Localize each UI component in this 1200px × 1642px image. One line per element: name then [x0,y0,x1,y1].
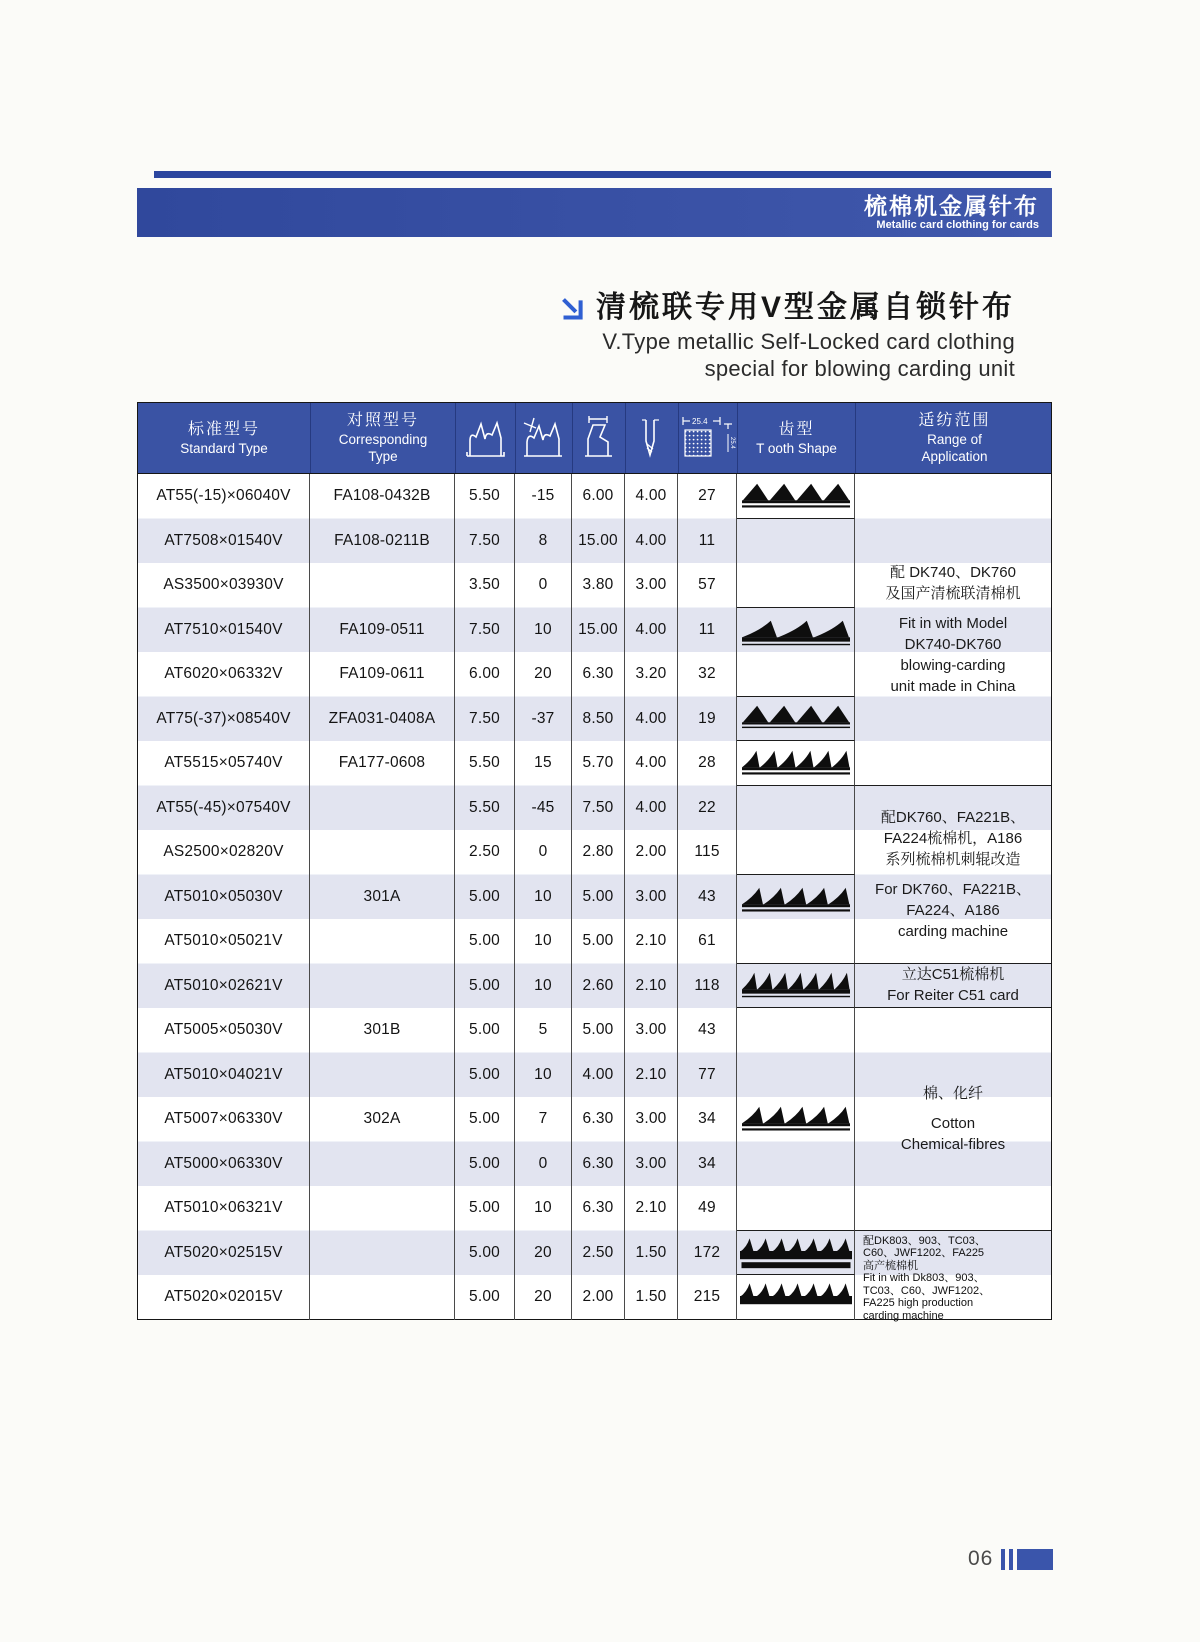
cell-working-angle: 10 [515,1053,572,1098]
cell-tooth-density: 43 [678,1008,737,1053]
cell-tooth-pitch: 15.00 [572,608,625,653]
application-line-en: carding machine [863,1310,944,1323]
cell-base-thickness: 4.00 [625,474,678,519]
cell-tooth-density: 77 [678,1053,737,1098]
cell-tooth-pitch: 4.00 [572,1053,625,1098]
svg-text:25.4: 25.4 [729,437,735,449]
tooth-shape-fins-6 [737,741,855,786]
cell-tooth-density: 57 [678,563,737,608]
table-grid [138,474,1051,1323]
cell-tooth-depth: 5.00 [455,1275,515,1320]
tooth-shape-fins-5 [737,875,855,964]
cell-base-thickness: 3.20 [625,652,678,697]
cell-corresponding-type [310,1186,455,1231]
cell-tooth-pitch: 5.00 [572,919,625,964]
application-line-zh: 系列梳棉机刺辊改造 [885,850,1021,868]
cell-tooth-pitch: 3.80 [572,563,625,608]
column-header-en: Application [921,449,988,464]
cell-corresponding-type: FA108-0211B [310,519,455,564]
section-title [559,288,1015,382]
cell-tooth-depth: 5.00 [455,1231,515,1276]
cell-tooth-pitch: 5.00 [572,875,625,920]
cell-standard-type: AT5010×04021V [138,1053,310,1098]
cell-tooth-pitch: 5.00 [572,1008,625,1053]
page-banner [137,188,1052,237]
application-line-en: carding machine [897,922,1009,940]
cell-corresponding-type [310,830,455,875]
cell-tooth-pitch: 2.80 [572,830,625,875]
application-line-zh: 配DK803、903、TC03、 [863,1234,986,1247]
cell-corresponding-type: ZFA031-0408A [310,697,455,742]
column-header-7 [738,403,856,473]
cell-tooth-depth: 5.00 [455,1186,515,1231]
cell-tooth-density: 32 [678,652,737,697]
cell-tooth-depth: 5.00 [455,1142,515,1187]
cell-standard-type: AT7510×01540V [138,608,310,653]
cell-tooth-pitch: 2.60 [572,964,625,1009]
cell-base-thickness: 4.00 [625,697,678,742]
column-header-8 [856,403,1053,473]
cell-tooth-density: 34 [678,1142,737,1187]
column-header-en: Corresponding [338,432,428,447]
cell-working-angle: 0 [515,563,572,608]
application-range-group [855,474,1051,786]
application-line-zh: 配DK760、FA221B、 [880,808,1026,826]
cell-working-angle: 15 [515,741,572,786]
tooth-angle-icon [516,403,573,473]
cell-tooth-density: 28 [678,741,737,786]
cell-tooth-pitch: 7.50 [572,786,625,831]
application-line-en: Chemical-fibres [900,1135,1006,1153]
application-line-zh: C60、JWF1202、FA225 [863,1247,985,1260]
cell-base-thickness: 4.00 [625,608,678,653]
cell-corresponding-type [310,964,455,1009]
tooth-density-icon [679,403,738,473]
cell-standard-type: AT6020×06332V [138,652,310,697]
cell-tooth-depth: 5.00 [455,1097,515,1142]
cell-corresponding-type: 301B [310,1008,455,1053]
cell-standard-type: AT5020×02015V [138,1275,310,1320]
tooth-shape-fins-3 [737,608,855,697]
cell-tooth-density: 27 [678,474,737,519]
column-header-zh: 标准型号 [187,420,260,438]
column-header-zh: 齿型 [778,420,815,438]
column-header-zh: 对照型号 [346,412,419,429]
cell-tooth-depth: 5.00 [455,1053,515,1098]
cell-standard-type: AT5020×02515V [138,1231,310,1276]
cell-base-thickness: 2.10 [625,919,678,964]
cell-tooth-density: 118 [678,964,737,1009]
cell-tooth-depth: 5.00 [455,964,515,1009]
application-line-zh: 及国产清梳联清棉机 [885,584,1021,602]
cell-standard-type: AT5007×06330V [138,1097,310,1142]
cell-corresponding-type: 301A [310,875,455,920]
cell-corresponding-type [310,786,455,831]
cell-tooth-depth: 5.00 [455,1008,515,1053]
section-title-zh: 清梳联专用V型金属自锁针布 [595,291,1015,324]
cell-base-thickness: 2.10 [625,1053,678,1098]
cell-corresponding-type: FA177-0608 [310,741,455,786]
cell-base-thickness: 2.10 [625,1186,678,1231]
application-line-zh: 立达C51梳棉机 [901,966,1005,984]
cell-corresponding-type [310,919,455,964]
cell-tooth-pitch: 6.30 [572,1142,625,1187]
cell-working-angle: -37 [515,697,572,742]
cell-tooth-pitch: 6.30 [572,1186,625,1231]
cell-tooth-pitch: 6.30 [572,652,625,697]
cell-base-thickness: 1.50 [625,1275,678,1320]
column-header-zh: 适纺范围 [918,412,991,429]
column-header-en: Standard Type [180,440,268,456]
cell-standard-type: AT5010×05021V [138,919,310,964]
tooth-shape-fins-7 [737,964,855,1009]
cell-base-thickness: 4.00 [625,741,678,786]
cell-corresponding-type: FA108-0432B [310,474,455,519]
application-line-en: unit made in China [890,677,1016,695]
cell-standard-type: AT55(-45)×07540V [138,786,310,831]
tooth-shape-comb-7 [737,1275,855,1320]
corner-arrow-icon [559,295,586,322]
cell-tooth-density: 49 [678,1186,737,1231]
cell-tooth-density: 34 [678,1097,737,1142]
cell-working-angle: 8 [515,519,572,564]
tooth-shape-comb-7 [737,1231,855,1276]
cell-corresponding-type [310,563,455,608]
cell-tooth-pitch: 6.00 [572,474,625,519]
cell-tooth-pitch: 8.50 [572,697,625,742]
cell-tooth-pitch: 2.50 [572,1231,625,1276]
tooth-shape-fins-5 [737,1008,855,1231]
banner-top-strip [154,171,1051,178]
column-header-en: Type [368,449,398,464]
cell-base-thickness: 3.00 [625,1142,678,1187]
cell-standard-type: AS2500×02820V [138,830,310,875]
cell-working-angle: 5 [515,1008,572,1053]
cell-working-angle: 20 [515,1275,572,1320]
banner-title-en: Metallic card clothing for cards [876,219,1039,231]
cell-base-thickness: 1.50 [625,1231,678,1276]
cell-tooth-depth: 5.50 [455,786,515,831]
footer-block-icon [1017,1549,1053,1570]
cell-tooth-pitch: 6.30 [572,1097,625,1142]
cell-tooth-pitch: 15.00 [572,519,625,564]
cell-working-angle: 20 [515,1231,572,1276]
cell-tooth-depth: 7.50 [455,608,515,653]
application-line-en: DK740-DK760 [904,635,1002,653]
tooth-shape-empty [737,519,855,608]
cell-tooth-density: 11 [678,519,737,564]
application-line-zh: FA224梳棉机，A186 [883,829,1023,847]
cell-working-angle: -45 [515,786,572,831]
cell-working-angle: 10 [515,919,572,964]
cell-working-angle: -15 [515,474,572,519]
tooth-depth-icon [456,403,516,473]
blade-thickness-icon [626,403,679,473]
cell-tooth-depth: 5.50 [455,741,515,786]
application-line-en: Fit in with Dk803、903、 [863,1272,985,1285]
cell-tooth-depth: 7.50 [455,519,515,564]
application-line-zh: 配 DK740、DK760 [890,563,1016,581]
column-header-en: T ooth Shape [756,440,837,456]
application-line-zh: 高产梳棉机 [863,1259,918,1272]
application-line-en: TC03、C60、JWF1202、 [863,1284,991,1297]
cell-base-thickness: 2.10 [625,964,678,1009]
cell-working-angle: 10 [515,608,572,653]
cell-working-angle: 0 [515,830,572,875]
cell-corresponding-type [310,1275,455,1320]
footer-bar-icon [1001,1549,1005,1570]
section-title-en-line2: special for blowing carding unit [704,356,1015,381]
section-title-en-line1: V.Type metallic Self-Locked card clothing [602,329,1015,354]
banner-title-zh: 梳棉机金属针布 [864,193,1039,219]
cell-base-thickness: 3.00 [625,563,678,608]
application-line-en: FA225 high production [863,1297,974,1310]
table-header-row [137,402,1052,474]
cell-standard-type: AT5000×06330V [138,1142,310,1187]
cell-tooth-density: 11 [678,608,737,653]
application-line-en: For Reiter C51 card [887,987,1019,1005]
cell-tooth-density: 43 [678,875,737,920]
cell-standard-type: AT5005×05030V [138,1008,310,1053]
page-number: 06 [968,1547,994,1570]
cell-tooth-density: 172 [678,1231,737,1276]
cell-standard-type: AT5010×06321V [138,1186,310,1231]
tooth-shape-triangles-4 [737,474,855,519]
column-header-en: Range of [927,432,982,447]
cell-standard-type: AT5010×05030V [138,875,310,920]
cell-corresponding-type: FA109-0511 [310,608,455,653]
footer-bar-icon [1009,1549,1013,1570]
cell-tooth-depth: 5.50 [455,474,515,519]
cell-base-thickness: 3.00 [625,875,678,920]
cell-standard-type: AT75(-37)×08540V [138,697,310,742]
cell-tooth-depth: 5.00 [455,875,515,920]
application-line-en: blowing-carding [900,656,1006,674]
application-range-group [855,1008,1051,1231]
cell-base-thickness: 4.00 [625,786,678,831]
cell-standard-type: AT7508×01540V [138,519,310,564]
cell-corresponding-type: FA109-0611 [310,652,455,697]
application-range-group [855,964,1051,1009]
cell-base-thickness: 3.00 [625,1008,678,1053]
cell-tooth-density: 215 [678,1275,737,1320]
cell-tooth-density: 22 [678,786,737,831]
cell-corresponding-type [310,1053,455,1098]
cell-standard-type: AS3500×03930V [138,563,310,608]
column-header-1 [311,403,456,473]
application-line-en: For DK760、FA221B、 [875,880,1031,898]
cell-tooth-depth: 5.00 [455,919,515,964]
tooth-shape-bold-triangles-4 [737,697,855,742]
cell-corresponding-type [310,1231,455,1276]
application-line-en: FA224、A186 [906,901,1000,919]
application-range-group [855,1231,1051,1323]
application-line-en: Fit in with Model [898,614,1008,632]
cell-tooth-depth: 6.00 [455,652,515,697]
cell-tooth-depth: 2.50 [455,830,515,875]
cell-corresponding-type: 302A [310,1097,455,1142]
cell-base-thickness: 4.00 [625,519,678,564]
cell-standard-type: AT5010×02621V [138,964,310,1009]
cell-corresponding-type [310,1142,455,1187]
cell-tooth-density: 115 [678,830,737,875]
tooth-shape-empty [737,786,855,875]
cell-working-angle: 7 [515,1097,572,1142]
page-footer [968,1547,1053,1571]
cell-working-angle: 10 [515,875,572,920]
cell-tooth-density: 61 [678,919,737,964]
tooth-pitch-icon [573,403,626,473]
application-line-zh: 棉、化纤 [922,1084,983,1102]
cell-tooth-pitch: 5.70 [572,741,625,786]
cell-tooth-pitch: 2.00 [572,1275,625,1320]
cell-standard-type: AT55(-15)×06040V [138,474,310,519]
svg-text:25.4: 25.4 [692,417,708,426]
spec-table [137,402,1052,1323]
cell-working-angle: 0 [515,1142,572,1187]
cell-tooth-depth: 3.50 [455,563,515,608]
cell-base-thickness: 3.00 [625,1097,678,1142]
application-range-group [855,786,1051,964]
cell-standard-type: AT5515×05740V [138,741,310,786]
cell-base-thickness: 2.00 [625,830,678,875]
cell-tooth-depth: 7.50 [455,697,515,742]
application-line-en: Cotton [930,1114,976,1132]
cell-working-angle: 20 [515,652,572,697]
cell-working-angle: 10 [515,1186,572,1231]
cell-working-angle: 10 [515,964,572,1009]
cell-tooth-density: 19 [678,697,737,742]
table-body [137,474,1052,1323]
column-header-0 [138,403,311,473]
